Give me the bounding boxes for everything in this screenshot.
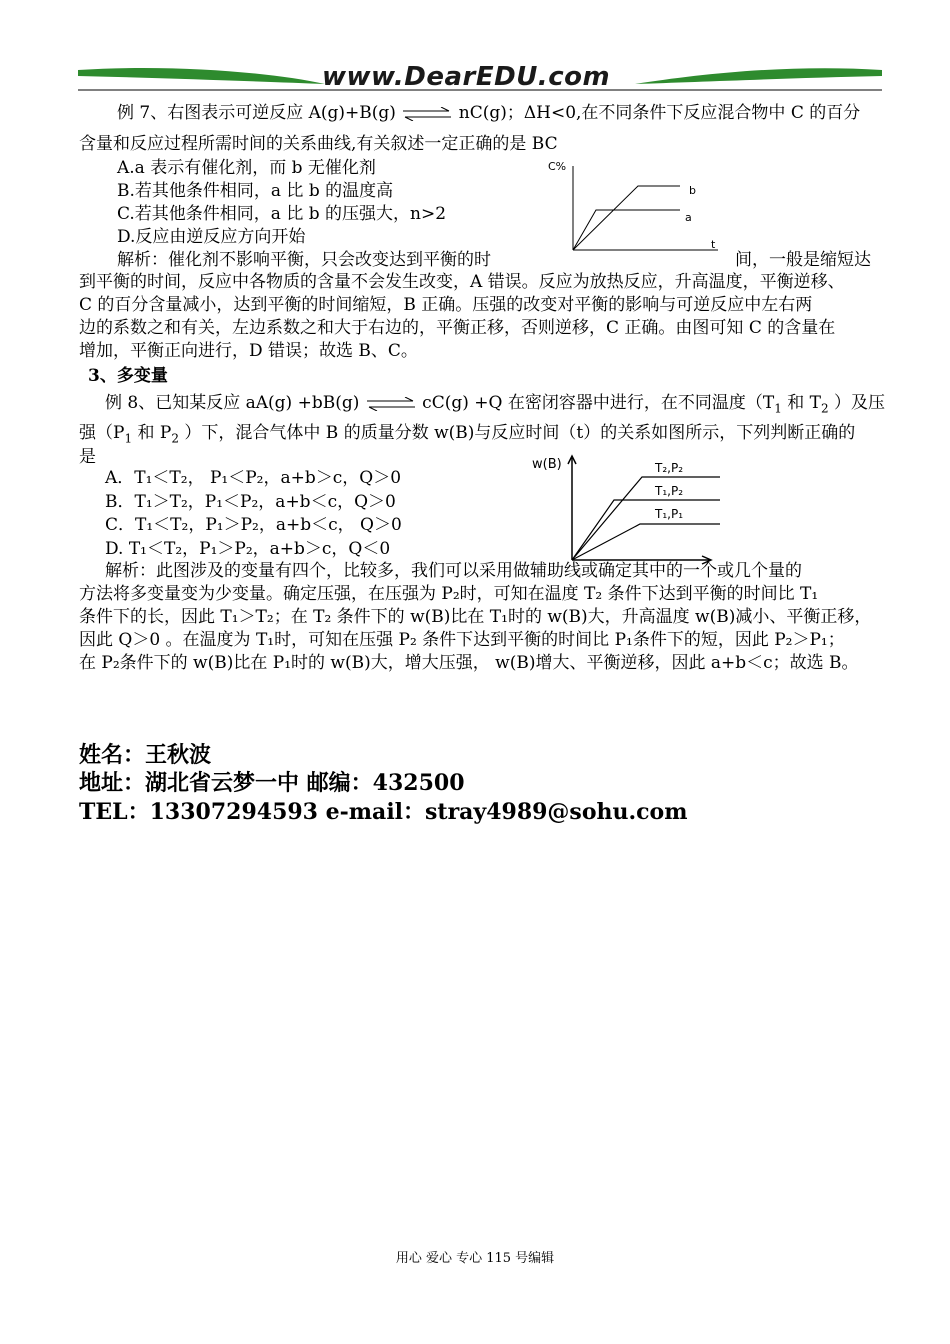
ex8-explain-5: 在 P₂条件下的 w(B)比在 P₁时的 w(B)大，增大压强， w(B)增大、平衡逆移，因此 a+b＜c；故选 B。 <box>79 653 859 673</box>
page-footer: 用心 爱心 专心 115 号编辑 <box>395 1251 555 1266</box>
author-address: 地址：湖北省云梦一中 邮编：432500 <box>79 770 465 796</box>
ex7-curve-a <box>573 210 680 250</box>
ex8-option-c: C．T₁＜T₂，P₁＞P₂，a+b＜c， Q＞0 <box>105 515 402 535</box>
ex8-curve-t1p2-label: T₁,P₂ <box>655 484 684 498</box>
ex8-explain-4: 因此 Q＞0 。在温度为 T₁时，可知在压强 P₂ 条件下达到平衡的时间比 P₁条件下的短，因此 P₂＞P₁； <box>79 630 845 650</box>
ex8-explain-3: 条件下的长，因此 T₁＞T₂；在 T₂ 条件下的 w(B)比在 T₁时的 w(B)大，升高温度 w(B)减小、平衡正移， <box>79 607 872 627</box>
ex8-line1-d: ）及压 <box>834 393 886 413</box>
ex8-graph-ylabel: w(B) <box>532 457 562 472</box>
ex8-curve-t1p1 <box>572 524 720 560</box>
site-logo-text: www.DearEDU.com <box>322 62 611 92</box>
ex7-option-b: B.若其他条件相同，a 比 b 的温度高 <box>117 181 394 201</box>
ex8-option-a: A．T₁＜T₂， P₁＜P₂，a+b＞c，Q＞0 <box>105 468 402 488</box>
ex8-curve-t2p2-label: T₂,P₂ <box>655 461 684 475</box>
ex7-graph-ylabel: C% <box>548 160 567 173</box>
ex8-line2 <box>79 422 855 449</box>
ex7-option-c: C.若其他条件相同，a 比 b 的压强大，n>2 <box>117 204 447 224</box>
ex8-explain-2: 方法将多变量变为少变量。确定压强，在压强为 P₂时，可知在温度 T₂ 条件下达到平衡的时间比 T₁ <box>79 584 819 604</box>
ex8-line2-b: 和 P <box>137 423 172 443</box>
ex7-line1-a: 例 7、右图表示可逆反应 A(g)+B(g) <box>117 103 396 123</box>
ex8-explain-1: 解析：此图涉及的变量有四个，比较多，我们可以采用做辅助线或确定其中的一个或几个量的 <box>105 561 802 581</box>
ex8-option-b: B．T₁＞T₂，P₁＜P₂，a+b＜c，Q＞0 <box>105 492 396 512</box>
ex7-line2: 含量和反应过程所需时间的关系曲线,有关叙述一定正确的是 BC <box>79 134 558 154</box>
ex7-explain-5: 增加，平衡正向进行，D 错误；故选 B、C。 <box>79 341 418 361</box>
reversible-arrow-icon <box>365 397 417 411</box>
ex8-curve-t1p2 <box>572 500 720 560</box>
ex7-curve-b-label: b <box>689 184 696 197</box>
banner-swoosh-left <box>78 68 325 84</box>
ex8-graph <box>530 452 730 567</box>
ex8-option-d: D. T₁＜T₂，P₁＞P₂，a+b＞c，Q＜0 <box>105 539 391 559</box>
ex7-line1 <box>117 102 860 124</box>
ex7-explain-3: C 的百分含量减小，达到平衡的时间缩短，B 正确。压强的改变对平衡的影响与可逆反应中左右两 <box>79 295 813 315</box>
ex7-graph <box>548 158 728 258</box>
ex7-explain-1b: 间，一般是缩短达 <box>735 250 871 270</box>
section-title: 3、多变量 <box>88 366 168 386</box>
ex8-line1-c: 和 T <box>787 393 821 413</box>
ex8-line3: 是 <box>79 447 96 467</box>
subscript: 1 <box>774 401 782 416</box>
ex7-option-d: D.反应由逆反应方向开始 <box>117 227 306 247</box>
ex8-line2-a: 强（P <box>79 423 125 443</box>
ex7-explain-1a: 解析：催化剂不影响平衡，只会改变达到平衡的时 <box>117 250 491 270</box>
author-name: 姓名：王秋波 <box>79 742 212 768</box>
author-contact: TEL：13307294593 e-mail：stray4989@sohu.com <box>79 799 688 825</box>
ex8-curve-t2p2 <box>572 477 720 560</box>
ex8-line1 <box>105 392 885 419</box>
reversible-arrow-icon <box>401 107 453 121</box>
banner-swoosh-right <box>635 68 882 84</box>
ex8-curve-t1p1-label: T₁,P₁ <box>655 507 684 521</box>
subscript: 1 <box>124 431 133 446</box>
ex7-graph-xlabel: t <box>711 238 716 251</box>
ex8-line1-b: cC(g) +Q 在密闭容器中进行，在不同温度（T <box>422 393 775 413</box>
ex7-curve-a-label: a <box>685 211 692 224</box>
subscript: 2 <box>171 431 179 446</box>
ex7-explain-4: 边的系数之和有关，左边系数之和大于右边的，平衡正移，否则逆移，C 正确。由图可知 C 的含量在 <box>79 318 836 338</box>
ex7-explain-2: 到平衡的时间，反应中各物质的含量不会发生改变，A 错误。反应为放热反应，升高温度，平衡逆移、 <box>79 272 845 292</box>
subscript: 2 <box>820 401 829 416</box>
ex7-option-a: A.a 表示有催化剂，而 b 无催化剂 <box>117 158 376 178</box>
ex8-line1-a: 例 8、已知某反应 aA(g) +bB(g) <box>105 393 360 413</box>
ex7-line1-b: nC(g)；ΔH<0,在不同条件下反应混合物中 C 的百分 <box>458 103 861 123</box>
ex7-curve-b <box>573 186 680 250</box>
ex8-line2-c: ）下，混合气体中 B 的质量分数 w(B)与反应时间（t）的关系如图所示，下列判断正确的 <box>184 423 856 443</box>
